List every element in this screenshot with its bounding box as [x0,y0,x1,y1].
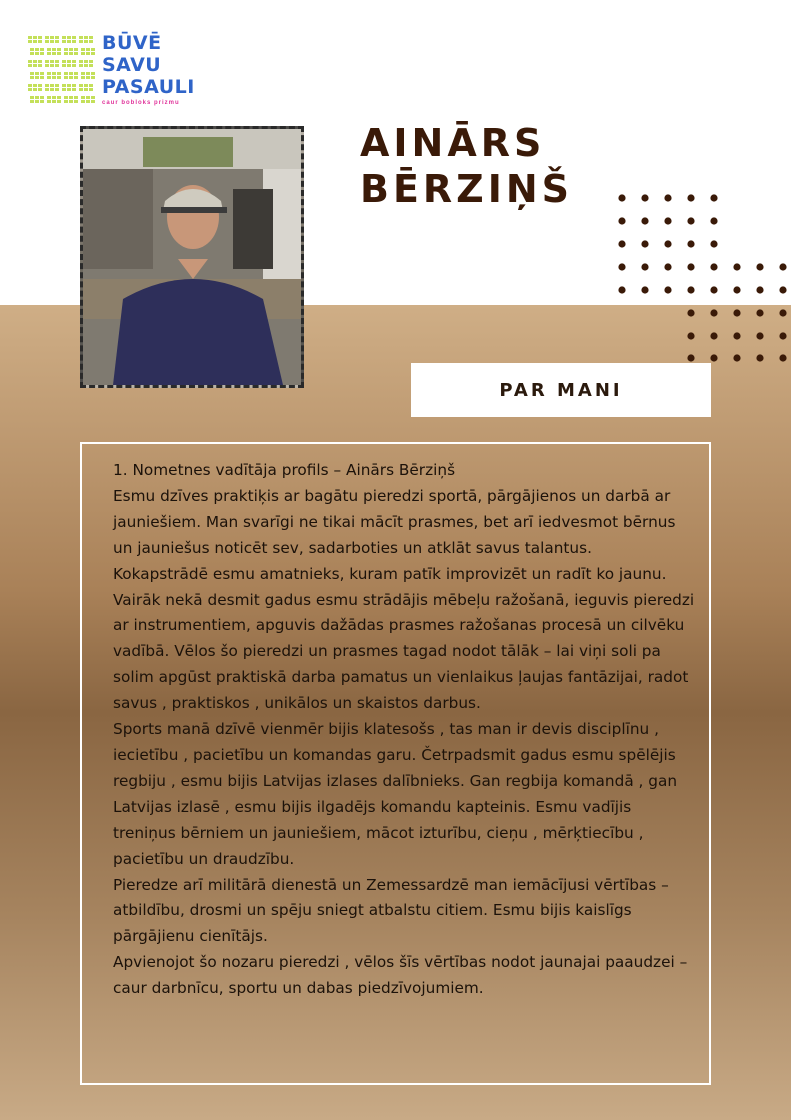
logo-block [86,48,90,51]
logo-block [33,84,37,87]
logo-block [64,96,68,99]
logo-block [47,96,51,99]
logo-block [47,52,51,55]
logo-block [57,76,61,79]
logo-block [62,36,66,39]
logo-block [55,88,59,91]
logo-block [86,96,90,99]
logo-block [38,88,42,91]
dot [733,309,740,316]
dot [756,286,763,293]
dot [756,263,763,270]
logo-block [47,72,51,75]
logo-block [69,76,73,79]
logo [28,32,198,114]
logo-block [38,36,42,39]
logo-block [91,100,95,103]
dot [710,354,717,361]
logo-block [50,60,54,63]
logo-tagline: caur bobloks prizmu [102,100,180,106]
logo-block [79,64,83,67]
dot [687,286,694,293]
logo-block [72,64,76,67]
dot [779,354,786,361]
logo-block [35,96,39,99]
logo-block [40,96,44,99]
paragraph: Apvienojot šo nozaru pieredzi , vēlos šīs vērtības nodot jaunajai paaudzei – caur darbnīcu, sportu un dabas piedzīvojumiem. [113,953,688,998]
logo-block [69,72,73,75]
logo-block [74,52,78,55]
logo-block [50,88,54,91]
logo-block [28,88,32,91]
logo-block [62,64,66,67]
dot [710,263,717,270]
logo-block [72,36,76,39]
name-last: BĒRZIŅŠ [360,167,574,211]
logo-block [64,52,68,55]
dot [733,286,740,293]
logo-block [81,96,85,99]
logo-block [30,76,34,79]
logo-block [33,36,37,39]
logo-block [64,48,68,51]
logo-block [62,60,66,63]
dot [756,332,763,339]
dot [710,194,717,201]
dot [618,217,625,224]
dot [710,217,717,224]
logo-block [86,72,90,75]
logo-block [67,40,71,43]
logo-block [30,48,34,51]
logo-block [72,40,76,43]
dot [710,309,717,316]
dot [618,240,625,247]
logo-block [79,60,83,63]
logo-block [74,72,78,75]
logo-block [62,88,66,91]
profile-photo [80,126,304,388]
logo-block [69,52,73,55]
logo-block [55,60,59,63]
logo-block [74,96,78,99]
logo-block [30,52,34,55]
logo-block [69,100,73,103]
logo-block [55,84,59,87]
dot [687,240,694,247]
logo-block [38,40,42,43]
logo-block [91,72,95,75]
dot [687,332,694,339]
dot [641,217,648,224]
dot [779,332,786,339]
logo-block [67,64,71,67]
dot [779,309,786,316]
logo-block [40,52,44,55]
logo-block [69,48,73,51]
logo-block [84,84,88,87]
dot [641,194,648,201]
logo-block [52,72,56,75]
dots-pattern-icon [612,190,787,365]
logo-block [81,72,85,75]
logo-block [35,48,39,51]
logo-block [55,40,59,43]
logo-block [91,52,95,55]
logo-block [28,36,32,39]
logo-block [33,64,37,67]
logo-block [35,76,39,79]
logo-line-3: PASAULI [102,76,195,98]
dot [779,263,786,270]
logo-block [81,76,85,79]
logo-block [45,88,49,91]
logo-block [28,84,32,87]
logo-block [84,40,88,43]
logo-block [86,52,90,55]
logo-block [45,84,49,87]
logo-block [89,84,93,87]
logo-block [91,76,95,79]
logo-block [86,76,90,79]
logo-line-1: BŪVĒ [102,32,162,54]
section-title: PAR MANI [499,379,623,401]
paragraph: 1. Nometnes vadītāja profils – Ainārs Bērziņš [113,461,456,479]
logo-block [55,36,59,39]
logo-wordmark [102,32,195,98]
logo-block [52,52,56,55]
logo-block [52,96,56,99]
logo-block [84,36,88,39]
logo-block [30,96,34,99]
logo-block [28,64,32,67]
dot [733,354,740,361]
section-title-box [411,363,711,417]
logo-block [45,40,49,43]
dot [687,354,694,361]
dot [618,286,625,293]
logo-block [35,52,39,55]
logo-block [84,60,88,63]
logo-block [74,48,78,51]
dot [641,263,648,270]
logo-block [84,88,88,91]
logo-block [40,72,44,75]
logo-block [89,40,93,43]
dot [641,286,648,293]
dot [664,217,671,224]
logo-block [45,36,49,39]
logo-block [45,60,49,63]
logo-block [50,36,54,39]
logo-block [35,72,39,75]
logo-block [57,72,61,75]
logo-block [91,96,95,99]
dot [664,263,671,270]
logo-block [81,100,85,103]
logo-block [33,40,37,43]
logo-block [62,84,66,87]
about-text [113,458,698,1002]
dot [664,286,671,293]
logo-block [52,76,56,79]
logo-block [33,88,37,91]
dot [687,263,694,270]
dot [641,240,648,247]
logo-block [28,40,32,43]
paragraph: Kokapstrādē esmu amatnieks, kuram patīk improvizēt un radīt ko jaunu. Vairāk nekā desmit gadus esmu strādājis mēbeļu ražošanā, ieguvis pieredzi ar instrumentiem, apguvis dažādas prasmes ražošanas procesā un cilvēku vadībā. Vēlos šo pieredzi un prasmes tagad nodot tālāk – lai viņi soli pa solim apgūst praktiskā darba pamatus un vienlaikus ļaujas fantāzijai, radot savus , praktiskos , unikālos un skaistos darbus. [113,564,695,713]
logo-block [40,100,44,103]
paragraph: Esmu dzīves praktiķis ar bagātu pieredzi sportā, pārgājienos un darbā ar jauniešiem. Man svarīgi ne tikai mācīt prasmes, bet arī iedvesmot bērnus un jauniešus noticēt sev, sadarboties un atklāt savus talantus. [113,486,676,557]
logo-block [84,64,88,67]
logo-block [74,100,78,103]
logo-block [57,96,61,99]
logo-block [69,96,73,99]
logo-block [40,76,44,79]
logo-block [52,100,56,103]
logo-block [67,84,71,87]
logo-block [33,60,37,63]
dot [733,263,740,270]
logo-grid-icon [28,36,98,110]
dot [756,309,763,316]
logo-block [64,76,68,79]
paragraph: Sports manā dzīvē vienmēr bijis klatesošs , tas man ir devis disciplīnu , iecietību , pacietību un komandas garu. Četrpadsmit gadus esmu spēlējis regbiju , esmu bijis Latvijas izlases dalībnieks. Gan regbija komandā , gan Latvijas izlasē , esmu bijis ilgadējs komandu kapteinis. Esmu vadījis treniņus bērniem un jauniešiem, mācot izturību, cieņu , mērķtiecību , pacietību un draudzību. [113,720,678,868]
logo-block [47,48,51,51]
dot [664,240,671,247]
logo-block [38,64,42,67]
dot [779,286,786,293]
logo-block [91,48,95,51]
logo-block [89,88,93,91]
logo-block [57,48,61,51]
logo-block [50,40,54,43]
logo-block [47,76,51,79]
dot [710,240,717,247]
logo-block [79,84,83,87]
dot [687,194,694,201]
logo-block [38,84,42,87]
logo-block [81,52,85,55]
person-photo-icon [83,129,301,385]
logo-block [72,60,76,63]
logo-block [72,84,76,87]
name-first: AINĀRS [360,121,546,165]
logo-block [67,60,71,63]
logo-block [52,48,56,51]
dot [664,194,671,201]
logo-block [30,72,34,75]
person-name [360,120,573,212]
logo-block [50,84,54,87]
dot [687,217,694,224]
logo-block [89,64,93,67]
logo-block [79,36,83,39]
dot [710,332,717,339]
dot [756,354,763,361]
logo-block [40,48,44,51]
logo-block [55,64,59,67]
logo-block [64,72,68,75]
dot [687,309,694,316]
logo-block [79,88,83,91]
logo-block [72,88,76,91]
logo-block [28,60,32,63]
logo-block [62,40,66,43]
logo-block [57,100,61,103]
logo-block [64,100,68,103]
logo-block [89,60,93,63]
dot [618,194,625,201]
logo-block [38,60,42,63]
logo-block [81,48,85,51]
logo-block [67,36,71,39]
logo-block [30,100,34,103]
logo-block [79,40,83,43]
dot [733,332,740,339]
paragraph: Pieredze arī militārā dienestā un Zemessardzē man iemācījusi vērtības – atbildību, drosmi un spēju sniegt atbalstu citiem. Esmu bijis kaislīgs pārgājienu cienītājs. [113,875,669,946]
logo-block [50,64,54,67]
logo-block [47,100,51,103]
logo-block [57,52,61,55]
dot [710,286,717,293]
logo-block [74,76,78,79]
logo-block [35,100,39,103]
logo-block [45,64,49,67]
logo-block [89,36,93,39]
dot [618,263,625,270]
logo-block [67,88,71,91]
logo-line-2: SAVU [102,54,162,76]
logo-block [86,100,90,103]
